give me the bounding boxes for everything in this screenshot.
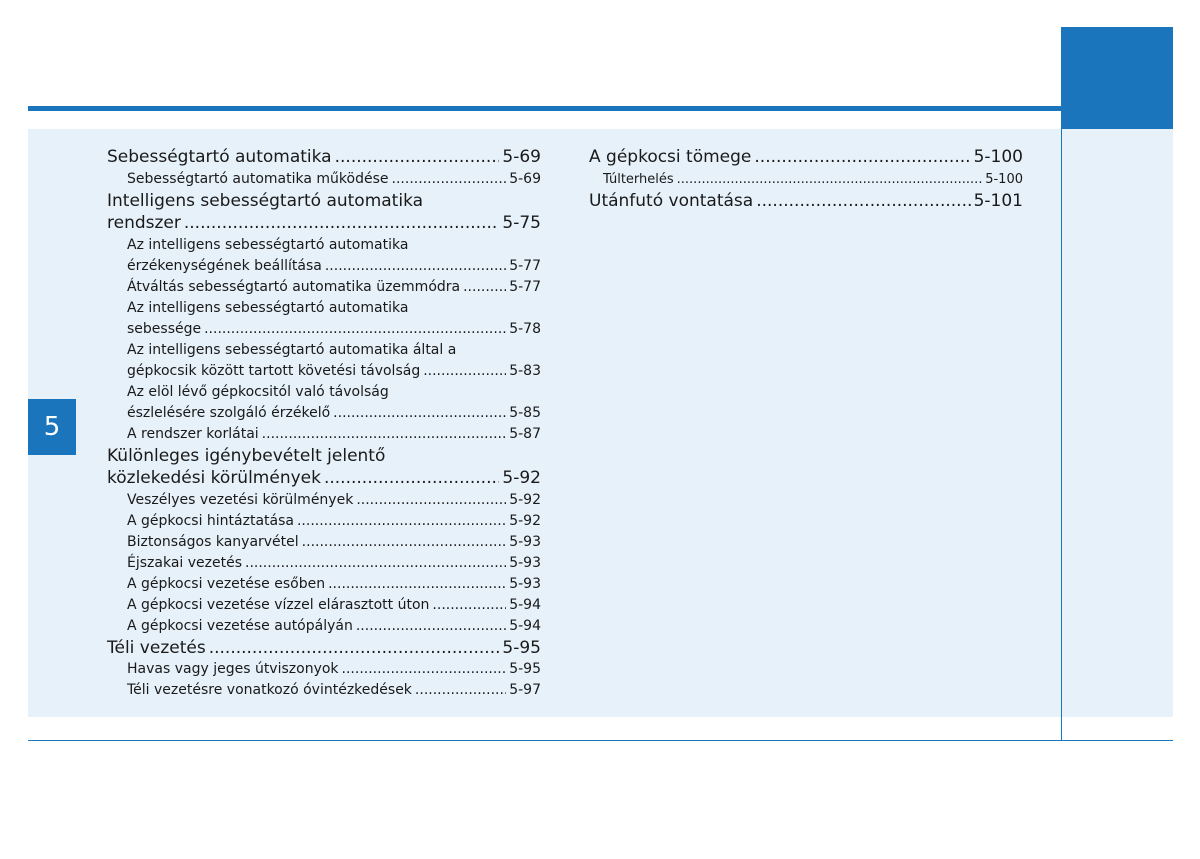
toc-entry[interactable]: [107, 616, 541, 637]
chapter-number: 5: [43, 412, 61, 442]
toc-page-number: 5-93: [509, 575, 541, 592]
toc-entry-title: Éjszakai vezetés: [127, 554, 242, 571]
toc-entry-title: Téli vezetésre vonatkozó óvintézkedések: [127, 682, 412, 698]
toc-entry[interactable]: [589, 190, 1023, 213]
toc-entry[interactable]: [589, 146, 1023, 169]
toc-dot-leader: [335, 146, 500, 169]
toc-dot-leader: [342, 659, 507, 680]
toc-dot-leader: [297, 511, 506, 532]
toc-entry-title: sebessége: [127, 320, 202, 337]
toc-dot-leader: [209, 637, 500, 660]
toc-dot-leader: [392, 169, 507, 190]
toc-entry[interactable]: [107, 467, 541, 490]
toc-dot-leader: [756, 190, 970, 213]
toc-entry[interactable]: [107, 424, 541, 445]
toc-page-number: 5-83: [509, 362, 541, 379]
toc-entry-title: Intelligens sebességtartó automatika: [107, 190, 424, 211]
toc-entry-title: Az intelligens sebességtartó automatika: [127, 236, 409, 253]
toc-page-number: 5-78: [509, 320, 541, 337]
toc-entry: [107, 382, 541, 403]
chapter-tab: [28, 399, 76, 455]
toc-page-number: 5-77: [509, 278, 541, 295]
toc-entry[interactable]: [107, 532, 541, 553]
corner-tab: [1061, 27, 1173, 129]
toc-entry[interactable]: [107, 212, 541, 235]
toc-entry-title: észlelésére szolgáló érzékelő: [127, 404, 331, 421]
toc-dot-leader: [415, 680, 506, 701]
toc-entry: [107, 298, 541, 319]
toc-page-number: 5-92: [502, 468, 541, 488]
toc-entry-title: Az intelligens sebességtartó automatika által a: [127, 341, 457, 358]
toc-page-number: 5-69: [502, 147, 541, 167]
toc-dot-leader: [432, 595, 506, 616]
toc-entry: [107, 340, 541, 361]
toc-dot-leader: [302, 532, 507, 553]
toc-page-number: 5-92: [509, 512, 541, 529]
toc-entry-title: Veszélyes vezetési körülmények: [127, 491, 354, 508]
toc-entry[interactable]: [107, 553, 541, 574]
toc-page-number: 5-94: [509, 617, 541, 634]
toc-page-number: 5-95: [509, 661, 541, 677]
toc-entry-title: gépkocsik között tartott követési távolság: [127, 362, 421, 379]
toc-entry-title: Utánfutó vontatása: [589, 190, 754, 211]
toc-page-number: 5-77: [509, 257, 541, 274]
toc-entry[interactable]: [107, 574, 541, 595]
toc-dot-leader: [184, 212, 500, 235]
toc-entry-title: A gépkocsi tömege: [589, 147, 752, 167]
toc-entry-title: A gépkocsi vezetése autópályán: [127, 617, 353, 634]
toc-entry-title: A gépkocsi hintáztatása: [127, 512, 294, 529]
toc-page-number: 5-75: [502, 213, 541, 233]
toc-page-number: 5-100: [985, 171, 1023, 187]
toc-dot-leader: [423, 361, 506, 382]
toc-entry[interactable]: [589, 169, 1023, 190]
toc-dot-leader: [356, 490, 506, 511]
toc-page-number: 5-93: [509, 554, 541, 571]
toc-entry[interactable]: [107, 680, 541, 701]
toc-dot-leader: [463, 277, 506, 298]
toc-entry-title: Biztonságos kanyarvétel: [127, 533, 299, 550]
toc-dot-leader: [325, 256, 506, 277]
toc-page-number: 5-93: [509, 533, 541, 550]
toc-entry: [107, 190, 541, 213]
toc-entry[interactable]: [107, 256, 541, 277]
toc-entry-title: rendszer: [107, 213, 181, 233]
toc-entry-title: közlekedési körülmények: [107, 468, 321, 488]
toc-left-column: [107, 146, 541, 701]
toc-page-number: 5-87: [509, 425, 541, 442]
top-rule: [28, 106, 1061, 111]
toc-dot-leader: [204, 319, 506, 340]
toc-entry[interactable]: [107, 490, 541, 511]
toc-entry-title: Havas vagy jeges útviszonyok: [127, 661, 339, 677]
toc-entry-title: Túlterhelés: [603, 171, 674, 187]
toc-page-number: 5-101: [973, 190, 1023, 211]
toc-entry-title: Sebességtartó automatika működése: [127, 170, 389, 187]
toc-dot-leader: [245, 553, 506, 574]
toc-right-column: [589, 146, 1023, 212]
toc-page-number: 5-94: [509, 596, 541, 613]
toc-dot-leader: [328, 574, 506, 595]
toc-dot-leader: [356, 616, 506, 637]
toc-entry[interactable]: [107, 169, 541, 190]
toc-entry[interactable]: [107, 659, 541, 680]
toc-entry: [107, 235, 541, 256]
toc-dot-leader: [324, 467, 499, 490]
toc-entry-title: Az intelligens sebességtartó automatika: [127, 299, 409, 316]
toc-page-number: 5-95: [502, 637, 541, 658]
bottom-rule: [28, 740, 1173, 741]
toc-dot-leader: [677, 169, 983, 190]
toc-entry[interactable]: [107, 595, 541, 616]
toc-entry[interactable]: [107, 277, 541, 298]
toc-entry: [107, 445, 541, 468]
toc-dot-leader: [333, 403, 506, 424]
toc-entry[interactable]: [107, 637, 541, 660]
toc-entry-title: A gépkocsi vezetése esőben: [127, 575, 326, 592]
toc-entry-title: A gépkocsi vezetése vízzel elárasztott úton: [127, 596, 430, 613]
toc-dot-leader: [262, 424, 507, 445]
toc-page-number: 5-100: [973, 147, 1023, 167]
toc-entry[interactable]: [107, 403, 541, 424]
toc-entry-title: Különleges igénybevételt jelentő: [107, 445, 386, 466]
toc-entry[interactable]: [107, 361, 541, 382]
toc-entry-title: Az elöl lévő gépkocsitól való távolság: [127, 383, 389, 400]
toc-entry[interactable]: [107, 319, 541, 340]
toc-entry-title: Téli vezetés: [107, 637, 206, 658]
vertical-rule: [1061, 111, 1062, 741]
toc-page-number: 5-85: [509, 404, 541, 421]
toc-entry-title: A rendszer korlátai: [127, 425, 259, 442]
toc-entry[interactable]: [107, 511, 541, 532]
toc-dot-leader: [754, 146, 970, 169]
toc-page-number: 5-92: [509, 491, 541, 508]
toc-entry-title: Átváltás sebességtartó automatika üzemmódra: [127, 278, 461, 295]
toc-entry[interactable]: [107, 146, 541, 169]
toc-page-number: 5-69: [509, 170, 541, 187]
toc-entry-title: érzékenységének beállítása: [127, 257, 322, 274]
toc-entry-title: Sebességtartó automatika: [107, 147, 332, 167]
toc-page-number: 5-97: [509, 682, 541, 698]
